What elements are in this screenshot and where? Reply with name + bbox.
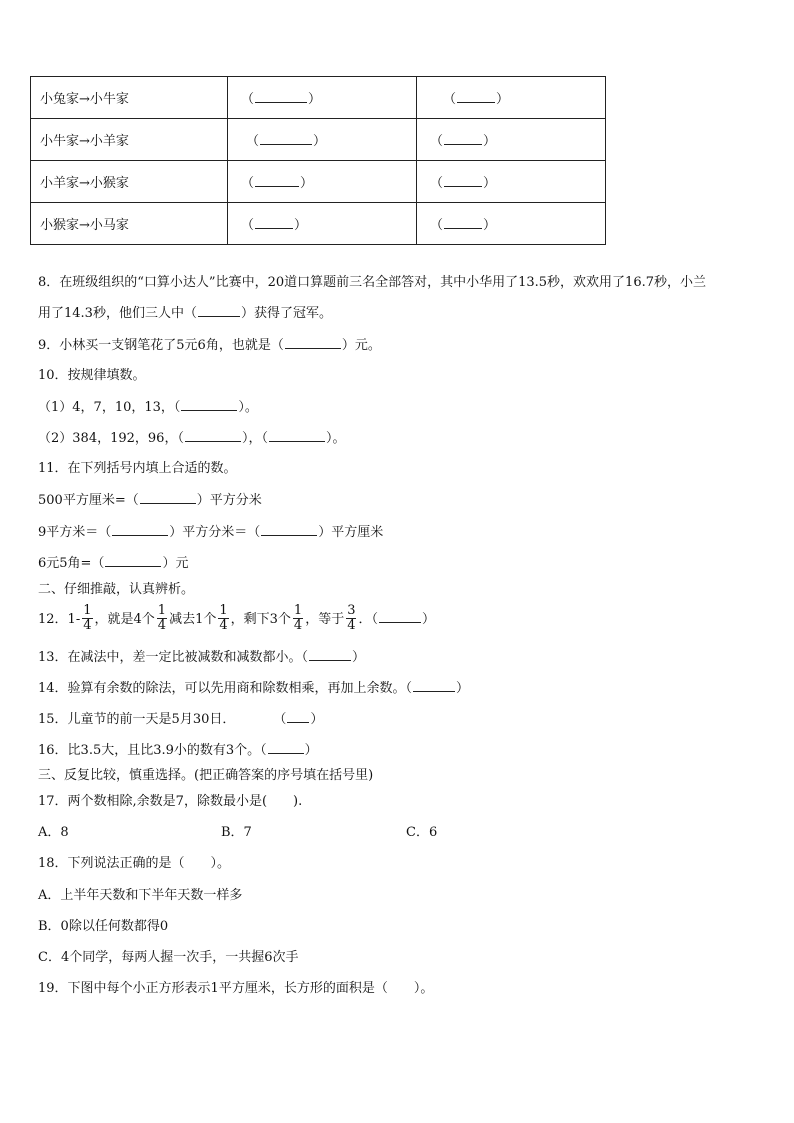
answer-blank[interactable]: [181, 398, 237, 411]
answer-blank[interactable]: [112, 523, 168, 536]
question-13: 13．在减法中，差一定比被减数和减数都小。（ ）: [38, 650, 366, 665]
question-8-line-2: 用了14.3秒，他们三人中（ ）获得了冠军。: [38, 306, 332, 321]
answer-blank[interactable]: [268, 741, 304, 754]
answer-blank[interactable]: （ ）: [241, 92, 322, 107]
answer-blank[interactable]: [185, 429, 241, 442]
answer-blank[interactable]: （ ）: [430, 176, 497, 191]
answer-blank[interactable]: [198, 304, 240, 317]
answer-cell: [417, 77, 606, 119]
question-19-stem: 19．下图中每个小正方形表示1平方厘米，长方形的面积是（ ）。: [38, 981, 434, 996]
question-18-option-b[interactable]: B．0除以任何数都得0: [38, 919, 169, 934]
question-17-option-a[interactable]: A．8: [38, 825, 69, 840]
question-17-option-c[interactable]: C．6: [406, 825, 438, 840]
question-12: 12．1- $\frac{1}{4}$ ，就是4个 $\frac{1}{4}$ 减去1个 $\frac{1}{4}$ ，剩下3个 $\frac{1}{4}$ ，等于 $\frac{3}{4}$ ．（ ）: [38, 603, 436, 633]
fraction: $\frac{1}{4}$: [293, 603, 303, 633]
answer-blank[interactable]: （ ）: [443, 92, 510, 107]
fraction: $\frac{3}{4}$: [347, 603, 356, 633]
question-9: 9．小林买一支钢笔花了5元6角，也就是（ ）元。: [38, 338, 381, 353]
answer-cell: [417, 203, 606, 245]
question-17-stem: 17．两个数相除,余数是7，除数最小是( ).: [38, 794, 303, 809]
answer-blank[interactable]: （ ）: [246, 134, 327, 149]
question-11-title: 11．在下列括号内填上合适的数。: [38, 461, 237, 476]
answer-blank[interactable]: [413, 679, 455, 692]
answer-cell: [417, 161, 606, 203]
table-row: [31, 203, 606, 245]
answer-cell: [228, 77, 417, 119]
question-10-title: 10．按规律填数。: [38, 368, 146, 383]
answer-blank[interactable]: [309, 648, 351, 661]
answer-blank[interactable]: [379, 610, 421, 623]
answer-blank[interactable]: [140, 491, 196, 504]
question-18-stem: 18．下列说法正确的是（ ）。: [38, 856, 231, 871]
route-label: 小牛家→小羊家: [40, 134, 129, 149]
route-label: 小猴家→小马家: [40, 218, 129, 233]
answer-cell: [228, 161, 417, 203]
fraction: $\frac{1}{4}$: [83, 603, 92, 633]
answer-blank[interactable]: [269, 429, 325, 442]
answer-cell: [228, 203, 417, 245]
answer-cell: [417, 119, 606, 161]
question-16: 16．比3.5大，且比3.9小的数有3个。（ ）: [38, 743, 318, 758]
route-label: 小兔家→小牛家: [40, 92, 129, 107]
section-2-heading: 二、仔细推敲，认真辨析。: [38, 582, 195, 597]
table-row: [31, 161, 606, 203]
question-8-line-1: 8．在班级组织的“口算小达人”比赛中，20道口算题前三名全部答对，其中小华用了13.5秒，欢欢用了16.7秒，小兰: [38, 275, 706, 290]
question-15: 15．儿童节的前一天是5月30日． （ ）: [38, 712, 324, 727]
route-cell: [31, 77, 228, 119]
route-label: 小羊家→小猴家: [40, 176, 129, 191]
question-18-option-c[interactable]: C．4个同学，每两人握一次手，一共握6次手: [38, 950, 299, 965]
answer-blank[interactable]: （ ）: [430, 134, 497, 149]
question-14: 14．验算有余数的除法，可以先用商和除数相乘，再加上余数。（ ）: [38, 681, 470, 696]
answer-blank[interactable]: （ ）: [430, 218, 497, 233]
answer-blank[interactable]: （ ）: [241, 176, 314, 191]
section-3-heading: 三、反复比较，慎重选择。(把正确答案的序号填在括号里): [38, 768, 374, 783]
answer-blank[interactable]: [285, 336, 341, 349]
question-18-option-a[interactable]: A．上半年天数和下半年天数一样多: [38, 888, 243, 903]
question-11-line-2: 9平方米＝（ ）平方分米＝（ ）平方厘米: [38, 525, 384, 540]
fraction: $\frac{1}{4}$: [219, 603, 228, 633]
question-11-line-3: 6元5角=（ ）元: [38, 556, 189, 571]
table-row: [31, 77, 606, 119]
question-11-line-1: 500平方厘米=（ ）平方分米: [38, 493, 262, 508]
route-table: [30, 76, 606, 245]
route-cell: [31, 203, 228, 245]
fraction: $\frac{1}{4}$: [157, 603, 167, 633]
table-row: [31, 119, 606, 161]
answer-cell: [228, 119, 417, 161]
answer-blank[interactable]: [261, 523, 317, 536]
answer-blank[interactable]: （ ）: [241, 218, 308, 233]
question-10-part-2: （2）384，192，96，（ ），（ ）。: [38, 431, 346, 446]
answer-blank[interactable]: [287, 710, 309, 723]
route-cell: [31, 161, 228, 203]
question-17-option-b[interactable]: B．7: [221, 825, 252, 840]
answer-blank[interactable]: [105, 554, 161, 567]
route-cell: [31, 119, 228, 161]
question-10-part-1: （1）4，7，10，13，（ ）。: [38, 400, 258, 415]
